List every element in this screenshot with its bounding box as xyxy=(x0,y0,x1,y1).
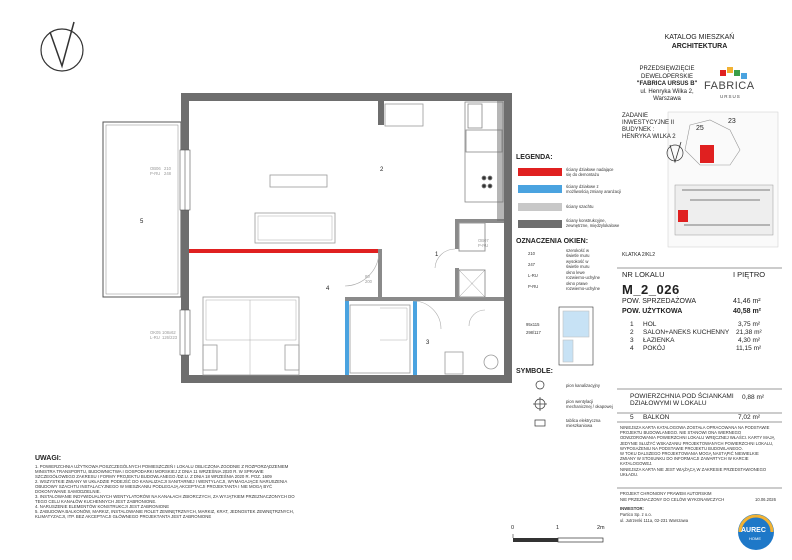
site-map xyxy=(668,112,778,247)
window-dim: 298/117 xyxy=(526,330,541,335)
room-label: 5 xyxy=(140,219,144,225)
room-num: 2 xyxy=(630,329,634,336)
project-info xyxy=(617,66,717,104)
scale-bar xyxy=(513,534,603,542)
note-line: MINISTRA TRANSPORTU, BUDOWNICTWA I GOSPODARKI MORSKIEJ Z DNIA 11 WRZEŚNIA 2020 R. W SPRAWIE xyxy=(35,469,264,474)
task-info xyxy=(622,113,676,141)
symbols-title: SYMBOLE: xyxy=(516,368,553,375)
disclaimer xyxy=(620,425,782,477)
symbol-label: tablica elektryczna mieszkaniowa xyxy=(566,418,601,428)
scale-tick: 0 xyxy=(511,525,515,531)
window-code: 210 xyxy=(528,251,535,256)
living-furniture xyxy=(255,104,423,243)
room-label: 3 xyxy=(426,340,430,346)
window-code: 247 xyxy=(528,262,535,267)
legend-swatch-grey xyxy=(518,203,562,211)
window-text: szerokość w świetle muru xyxy=(566,248,590,258)
window-text: okno prawe rozwierno-uchylne xyxy=(566,281,600,291)
window-tag: OK05 L-RU xyxy=(150,330,161,340)
walls-area-label-2: DZIAŁOWYMI W LOKALU xyxy=(630,400,707,407)
window-text: wysokość w świetle muru xyxy=(566,259,590,269)
symbol-label: pion wentylacji mechanicznej / okapowej xyxy=(566,399,613,409)
note-line: TEGO CELU KANAŁÓW KUCHENNYCH JEST ZABRONIONE. xyxy=(35,499,157,504)
window-dim: 95x115 xyxy=(526,322,540,327)
room-num: 1 xyxy=(630,321,634,328)
sales-area-value: 41,46 m² xyxy=(733,298,761,305)
legend-label: ściany szachtu xyxy=(566,204,594,209)
scale-tick: 2m xyxy=(597,525,605,531)
north-arrow-icon xyxy=(41,22,83,71)
note-line: OBUDOWY SZACHTU INSTALACYJNEGO W MIESZKANIU PODLEGAJĄ AKCEPTACJI PROJEKTANTA I NIE MOGĄ BYĆ xyxy=(35,484,273,489)
catalog-header xyxy=(617,33,782,51)
fabrica-logo-sub: URSUS xyxy=(720,94,741,99)
door-dims: 80 200 xyxy=(365,274,372,284)
bathroom-fixtures xyxy=(350,305,498,374)
room-name: HOL xyxy=(643,321,657,328)
task-line: HENRYKA WILKA 2 xyxy=(622,134,676,140)
project-line: ul. Henryka Wilka 2, xyxy=(640,88,694,95)
disclaimer-line: ODWZOROWANIA POWIERZCHNI LOKALU WRĘCZNEJ WŁAŚCI. KARTY MAJĄ xyxy=(620,435,775,441)
room-label: 4 xyxy=(326,286,330,292)
copyright-line: NIE PRZEZNACZONY DO CELÓW WYKONAWCZYCH xyxy=(620,497,725,502)
scale-tick: 1 xyxy=(556,525,560,531)
sales-area-label: POW. SPRZEDAŻOWA xyxy=(622,298,697,305)
task-line: BUDYNEK : xyxy=(622,127,655,133)
room-area: 4,30 m² xyxy=(738,337,761,344)
disclaimer-line: NINIEJSZA KARTA NIE JEST WIĄŻĄCĄ W ZAKRESIE PRZEDSTAWIONEGO xyxy=(620,466,767,472)
window-text: okno lewe rozwierno-uchylne xyxy=(566,270,600,280)
project-line: PRZEDSIĘWZIĘCIE xyxy=(639,66,695,72)
room-area: 21,38 m² xyxy=(736,329,762,336)
note-line: 5. ZABUDOWA BALKONÓW, MARKIZ, INSTALOWANIE ROLET ZEWNĘTRZNYCH, MARKIZ, KRAT, JEDNOSTEK ZEWNĘTRZNYCH, xyxy=(35,509,294,514)
balcony-area: 7,02 m² xyxy=(738,414,761,421)
map-label: 23 xyxy=(728,118,736,125)
legend-label: ściany działowe z możliwością zmiany aranżacji xyxy=(566,184,621,194)
balcony-area xyxy=(103,122,181,297)
note-line: 1. POWIERZCHNIA UŻYTKOWA POSZCZEGÓLNYCH POMIESZCZEŃ I LOKALU OBLICZONA ZGODNIE Z ROZPORZĄDZENIEM xyxy=(35,464,289,469)
project-line: Warszawa xyxy=(653,96,681,102)
interior-walls xyxy=(345,219,504,301)
room-area: 11,15 m² xyxy=(736,345,762,352)
balcony-num: 5 xyxy=(630,414,634,421)
notes-title: UWAGI: xyxy=(35,455,62,462)
fabrica-logo-icon xyxy=(720,67,747,79)
legend-label: ściany konstrukcyjne, zewnętrzne, międzylokalowe xyxy=(566,218,620,228)
investor-line: ul. Jutrzenki 111a, 02-231 Warszawa xyxy=(620,518,689,523)
unit-floor: I PIĘTRO xyxy=(733,270,766,279)
room-label: 1 xyxy=(435,252,439,258)
legend-swatch-red xyxy=(518,168,562,176)
symbol-label: pion kanalizacyjny xyxy=(566,383,600,388)
note-line: SZCZEGÓŁOWEGO ZAKRESU I FORMY PROJEKTU BUDOWLANEGO /DZ.U. Z DNIA 18 WRZEŚNIA 2020 R. POZ. 1609 xyxy=(35,474,272,479)
legend-swatch-dark xyxy=(518,220,562,228)
disclaimer-line: KATALOGOWEJ. xyxy=(620,461,653,467)
window-symbol-icon xyxy=(559,307,593,365)
room-name: POKÓJ xyxy=(643,345,666,352)
disclaimer-date: 10.06.2026 xyxy=(755,497,776,502)
note-line: 3. INSTALOWANIE INDYWIDUALNYCH WENTYLATORÓW NA KANAŁACH ZBIORCZYCH, ZA WYJĄTKIEM PRZEZNACZONYCH DO xyxy=(35,494,295,499)
room-num: 4 xyxy=(630,345,634,352)
disclaimer-line: W TOKU DALSZEGO PROJEKTOWANIA MOGĄ NASTĄPIĆ NIEWIELKIE xyxy=(620,451,759,457)
task-line: INWESTYCYJNE II xyxy=(622,120,675,126)
symbol-icons xyxy=(533,381,547,426)
investor-line: Partico Sp. z o.o. xyxy=(620,512,652,517)
aurec-logo-sub: HOME xyxy=(749,536,761,541)
usable-area-value: 40,58 m² xyxy=(733,308,762,315)
legend-title: LEGENDA: xyxy=(516,154,553,161)
usable-area-label: POW. UŻYTKOWA xyxy=(622,308,683,315)
disclaimer-line: WYPOSAŻENIU NA PODSTAWIE PROJEKTU BUDOWLANEGO. xyxy=(620,445,743,451)
disclaimer-line: ZMIANY W STOSUNKU DO INFORMACJI ZAWARTYCH W KARCIE xyxy=(620,456,749,462)
disclaimer-line: PROJEKTU BUDOWLANEGO. NIE STANOWI ONA WIERNEGO xyxy=(620,430,742,436)
project-line: DEWELOPERSKIE xyxy=(640,73,693,80)
room-label: 2 xyxy=(380,167,384,173)
room-name: SALON+ANEKS KUCHENNY xyxy=(643,329,730,336)
catalog-subtitle: ARCHITEKTURA xyxy=(671,43,728,50)
catalog-title: KATALOG MIESZKAŃ xyxy=(664,34,735,41)
walls-area-value: 0,88 m² xyxy=(742,394,765,401)
window-legend-title: OZNACZENIA OKIEN: xyxy=(516,238,589,245)
balcony-name: BALKON xyxy=(643,414,670,421)
room-num: 3 xyxy=(630,337,634,344)
legend-label: ściany działowe nadające się do demontażu xyxy=(566,167,614,177)
rearrangeable-walls xyxy=(345,301,417,375)
unit-nr-label: NR LOKALU xyxy=(622,270,665,279)
window-code: L-RU xyxy=(528,273,538,278)
aurec-logo-text: AUREC xyxy=(741,527,766,534)
disclaimer-line: NINIEJSZA KARTA KATALOGOWA ZOSTAŁA OPRACOWANA NA PODSTAWIE xyxy=(620,425,770,430)
window-tag-dims: 108x62 126/223 xyxy=(162,330,178,340)
copyright-line: PROJEKT CHRONIONY PRAWEM AUTORSKIM xyxy=(620,491,712,496)
disclaimer-line: UKŁADU. xyxy=(620,471,639,477)
bedroom-bed xyxy=(203,297,299,375)
unit-id: M_2_026 xyxy=(622,282,680,297)
note-line: 2. WSZYSTKIE ZMIANY W UKŁADZIE PODEJŚĆ DO KANALIZACJI SANITARNEJ I WENTYLACJI, WYMAGAJĄCE NARUSZENIA xyxy=(35,479,288,484)
project-line: "FABRICA URSUS B" xyxy=(636,81,698,87)
investor-label: INWESTOR: xyxy=(620,506,644,511)
disclaimer-line: JEDYNIE SŁUŻYĆ WSKAZANIU PROJEKTOWANYCH POWIERZCHNI LOKALU, xyxy=(620,440,774,446)
room-area: 3,75 m² xyxy=(738,321,761,328)
demountable-wall xyxy=(189,249,379,253)
window-tag: OB06 P-RU xyxy=(150,166,161,176)
note-line: KLIMATYZACJI, ITP. BEZ AKCEPTACJI GŁÓWNEGO PROJEKTANTA JEST ZABRONIONE xyxy=(35,514,212,519)
task-line: ZADANIE xyxy=(622,113,649,119)
shaft xyxy=(459,223,485,297)
window-tag-dims: 210 248 xyxy=(164,166,171,176)
door-tag: OB07 P-RU xyxy=(478,238,489,248)
legend-swatch-blue xyxy=(518,185,562,193)
notes xyxy=(35,455,325,519)
staircase-label: KLATKA 2/KL2 xyxy=(622,252,655,258)
note-line: DOKONYWANE SAMODZIELNIE. xyxy=(35,489,101,494)
walls-area-label-1: POWIERZCHNIA POD ŚCIANKAMI xyxy=(630,393,734,400)
room-name: ŁAZIENKA xyxy=(643,337,675,344)
fabrica-logo-text: FABRICA xyxy=(704,80,755,92)
map-label: 25 xyxy=(696,125,704,132)
note-line: 4. NARUSZENIE ELEMENTÓW KONSTRUKCJI JEST ZABRONIONE xyxy=(35,504,170,509)
window-code: P-RU xyxy=(528,284,539,289)
